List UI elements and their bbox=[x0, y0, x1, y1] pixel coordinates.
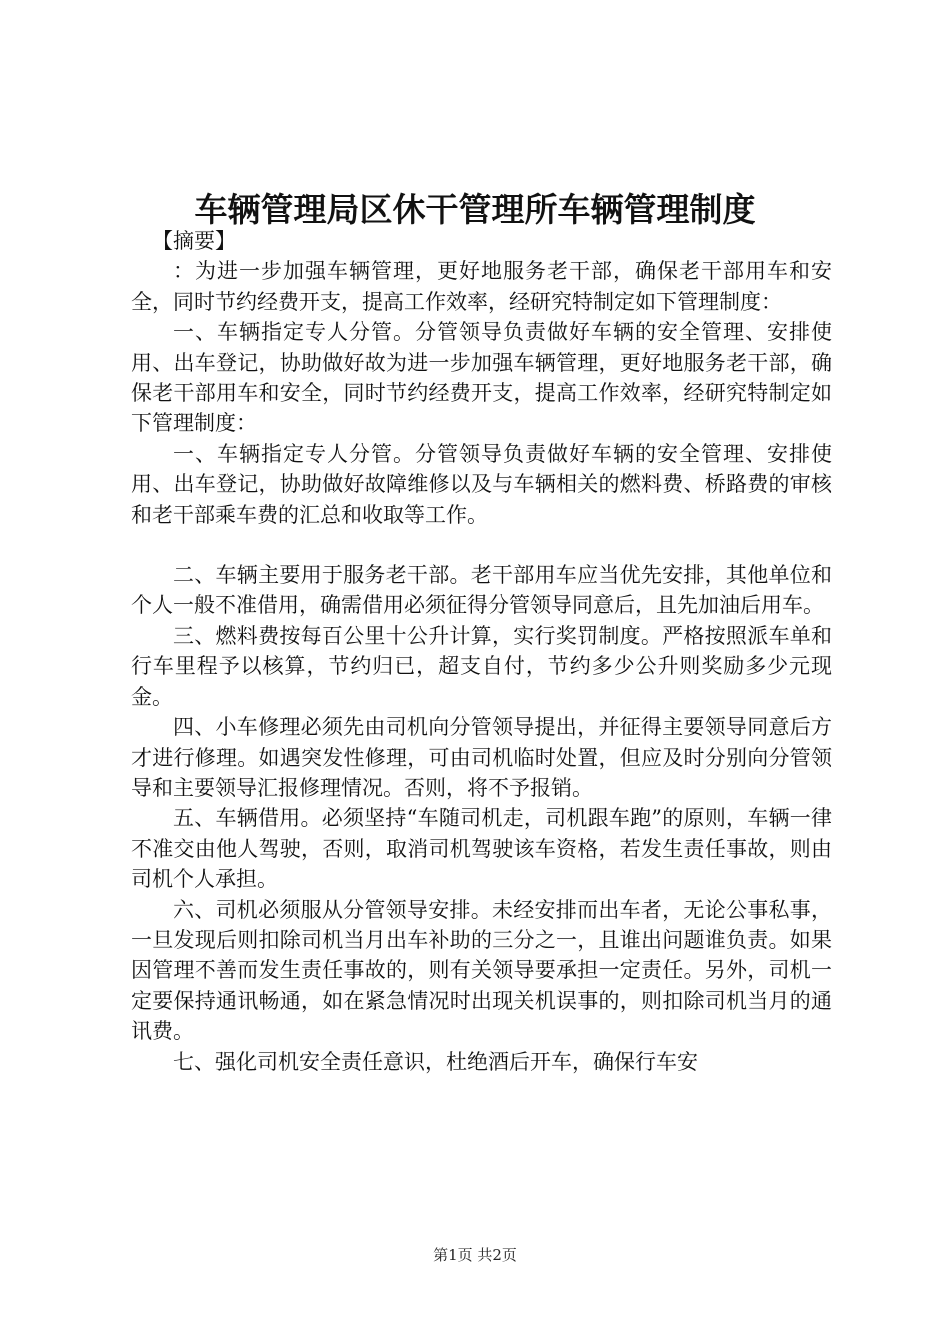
page-number: 第1页 共2页 bbox=[433, 1246, 517, 1264]
document-body bbox=[131, 226, 832, 1077]
page-title: 车辆管理局区休干管理所车辆管理制度 bbox=[194, 190, 756, 229]
paragraph-intro: ：为进一步加强车辆管理，更好地服务老干部，确保老干部用车和安全，同时节约经费开支，提高工作效率，经研究特制定如下管理制度： bbox=[131, 259, 832, 314]
abstract-heading: 【摘要】 bbox=[152, 229, 236, 253]
paragraph-item-4: 四、小车修理必须先由司机向分管领导提出，并征得主要领导同意后方才进行修理。如遇突发性修理，可由司机临时处置，但应及时分别向分管领导和主要领导汇报修理情况。否则，将不予报销。 bbox=[131, 715, 832, 800]
paragraph-item-3: 三、燃料费按每百公里十公升计算，实行奖罚制度。严格按照派车单和行车里程予以核算，节约归已，超支自付，节约多少公升则奖励多少元现金。 bbox=[131, 623, 832, 709]
paragraph-item-5: 五、车辆借用。必须坚持“车随司机走，司机跟车跑”的原则，车辆一律不准交由他人驾驶，否则，取消司机驾驶该车资格，若发生责任事故，则由司机个人承担。 bbox=[131, 806, 832, 892]
paragraph-item-1: 一、车辆指定专人分管。分管领导负责做好车辆的安全管理、安排使用、出车登记，协助做好故障维修以及与车辆相关的燃料费、桥路费的审核和老干部乘车费的汇总和收取等工作。 bbox=[131, 441, 832, 527]
paragraph-item-6: 六、司机必须服从分管领导安排。未经安排而出车者，无论公事私事，一旦发现后则扣除司机当月出车补助的三分之一，且谁出问题谁负责。如果因管理不善而发生责任事故的，则有关领导要承担一定责任。另外，司机一定要保持通讯畅通，如在紧急情况时出现关机误事的，则扣除司机当月的通讯费。 bbox=[131, 897, 832, 1044]
paragraph-item-2: 二、车辆主要用于服务老干部。老干部用车应当优先安排，其他单位和个人一般不准借用，确需借用必须征得分管领导同意后，且先加油后用车。 bbox=[131, 563, 832, 618]
paragraph-item-1-duplicate: 一、车辆指定专人分管。分管领导负责做好车辆的安全管理、安排使用、出车登记，协助做好故为进一步加强车辆管理，更好地服务老干部，确保老干部用车和安全，同时节约经费开支，提高工作效率，经研究特制定如下管理制度： bbox=[131, 320, 832, 436]
paragraph-item-7: 七、强化司机安全责任意识，杜绝酒后开车，确保行车安 bbox=[173, 1049, 698, 1074]
